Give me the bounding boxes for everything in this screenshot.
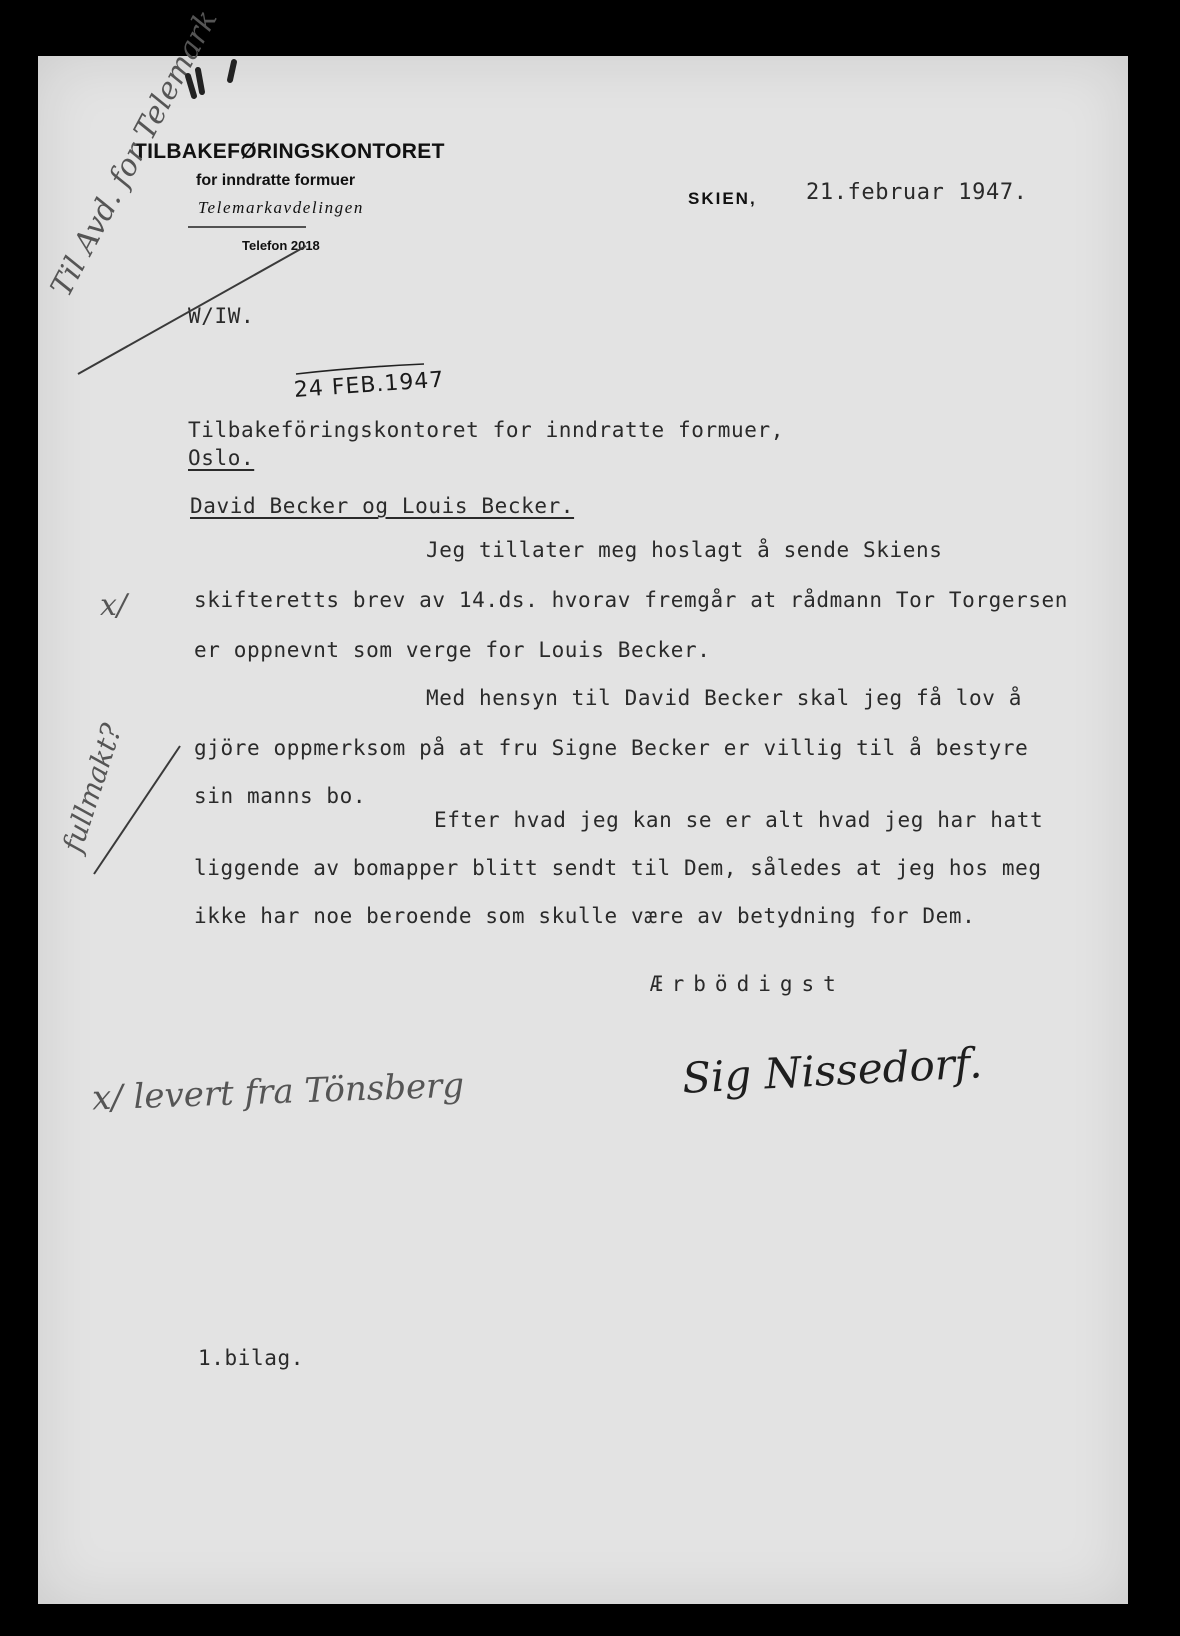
body-line: er oppnevnt som verge for Louis Becker. xyxy=(194,638,711,662)
received-stamp: 24 FEB.1947 xyxy=(293,367,446,403)
handwritten-margin-mark: x/ xyxy=(100,588,128,623)
body-line: skifteretts brev av 14.ds. hvorav fremgår at rådmann Tor Torgersen xyxy=(194,588,1069,612)
routing-slash-line xyxy=(78,246,306,374)
letterhead-place: SKIEN, xyxy=(688,189,757,208)
recipient-city: Oslo. xyxy=(188,446,255,470)
enclosure-note: 1.bilag. xyxy=(198,1346,304,1370)
body-line: gjöre oppmerksom på at fru Signe Becker er villig til å bestyre xyxy=(194,736,1029,760)
letterhead-division: Telemarkavdelingen xyxy=(198,198,365,217)
ink-blot xyxy=(188,62,234,96)
handwritten-routing-note: Til Avd. for Telemark xyxy=(44,4,225,303)
recipient-name: Tilbakeföringskontoret for inndratte formuer, xyxy=(188,418,784,442)
handwritten-footnote: x/ levert fra Tönsberg xyxy=(91,1065,465,1119)
letterhead-telephone: Telefon 2018 xyxy=(242,238,320,253)
body-line: Med hensyn til David Becker skal jeg få lov å xyxy=(426,686,1022,710)
stamp-underline xyxy=(296,364,424,374)
body-line: Jeg tillater meg hoslagt å sende Skiens xyxy=(426,538,943,562)
letter-date: 21.februar 1947. xyxy=(806,180,1028,205)
body-line: ikke har noe beroende som skulle være av betydning for Dem. xyxy=(194,904,976,928)
letter-sheet xyxy=(38,4,1128,1604)
handwritten-signature: Sig Nissedorf. xyxy=(680,1038,984,1103)
closing: Ærbödigst xyxy=(650,972,845,996)
subject-line: David Becker og Louis Becker. xyxy=(190,494,575,518)
ink-strokes xyxy=(38,56,1128,1604)
body-line: sin manns bo. xyxy=(194,784,367,808)
body-line: Efter hvad jeg kan se er alt hvad jeg har hatt xyxy=(434,808,1044,832)
body-line: liggende av bomapper blitt sendt til Dem, således at jeg hos meg xyxy=(194,856,1042,880)
reference-initials: W/IW. xyxy=(188,304,255,328)
margin-bracket-line xyxy=(94,746,180,874)
letterhead-subtitle: for inndratte formuer xyxy=(196,172,356,189)
letterhead-organization: TILBAKEFØRINGSKONTORET xyxy=(134,140,445,163)
handwritten-margin-note: fullmakt? xyxy=(56,719,129,857)
